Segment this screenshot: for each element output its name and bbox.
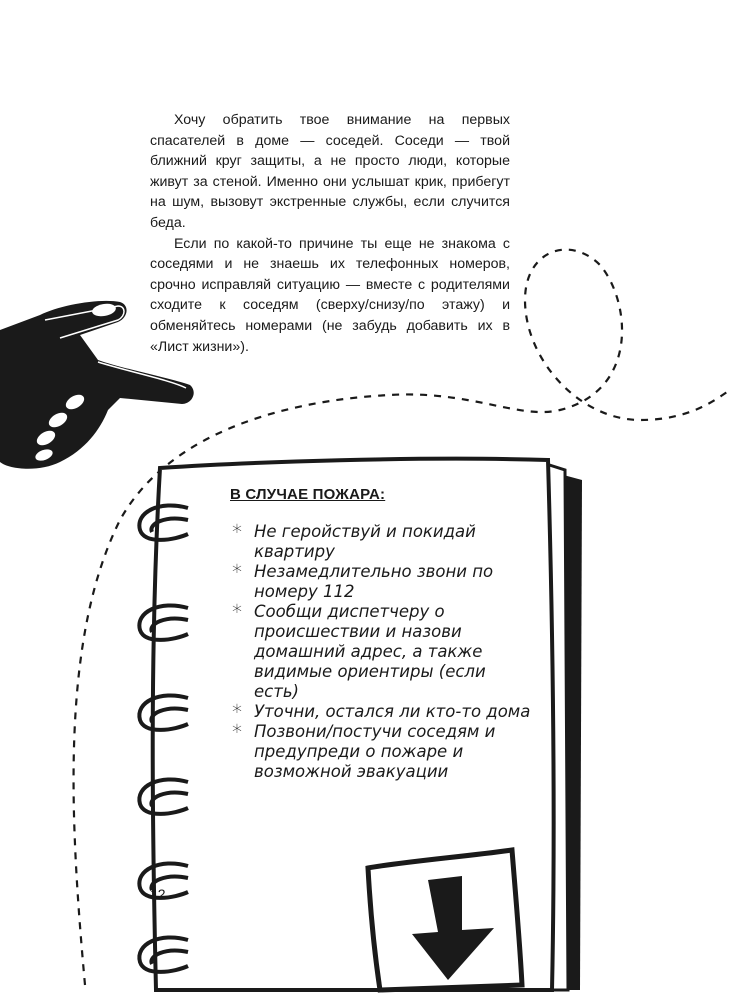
list-item: * Незамедлительно звони по номеру 112 bbox=[232, 562, 532, 602]
list-item: * Не геройствуй и покидай квартиру bbox=[232, 522, 532, 562]
paragraph-2: Если по какой-то причине ты еще не знакома с соседями и не знаешь их телефонных номеров, срочно исправляй ситуацию — вместе с родителями сходите к соседям (сверху/снизу/по этажу) и обменяйтесь номерами (не забудь добавить их в «Лист жизни»). bbox=[150, 235, 510, 355]
paragraph-1: Хочу обратить твое внимание на первых спасателей в доме — соседей. Соседи — твой ближний круг защиты, а не просто люди, которые живут за стеной. Именно они услышат крик, прибегут на шум, вызовут экстренные службы, если случится беда. bbox=[150, 112, 510, 231]
intro-text bbox=[150, 110, 510, 357]
notebook-title: В СЛУЧАЕ ПОЖАРА: bbox=[230, 486, 386, 503]
down-arrow-icon bbox=[368, 850, 522, 990]
list-item: * Сообщи диспетчеру о происшествии и назови домашний адрес, а также видимые ориентиры (если есть) bbox=[232, 602, 532, 702]
page-number: 12 bbox=[150, 886, 166, 902]
fire-safety-list bbox=[232, 522, 532, 782]
list-item: * Позвони/постучи соседям и предупреди о пожаре и возможной эвакуации bbox=[232, 722, 532, 782]
list-item: * Уточни, остался ли кто-то дома bbox=[232, 702, 532, 722]
